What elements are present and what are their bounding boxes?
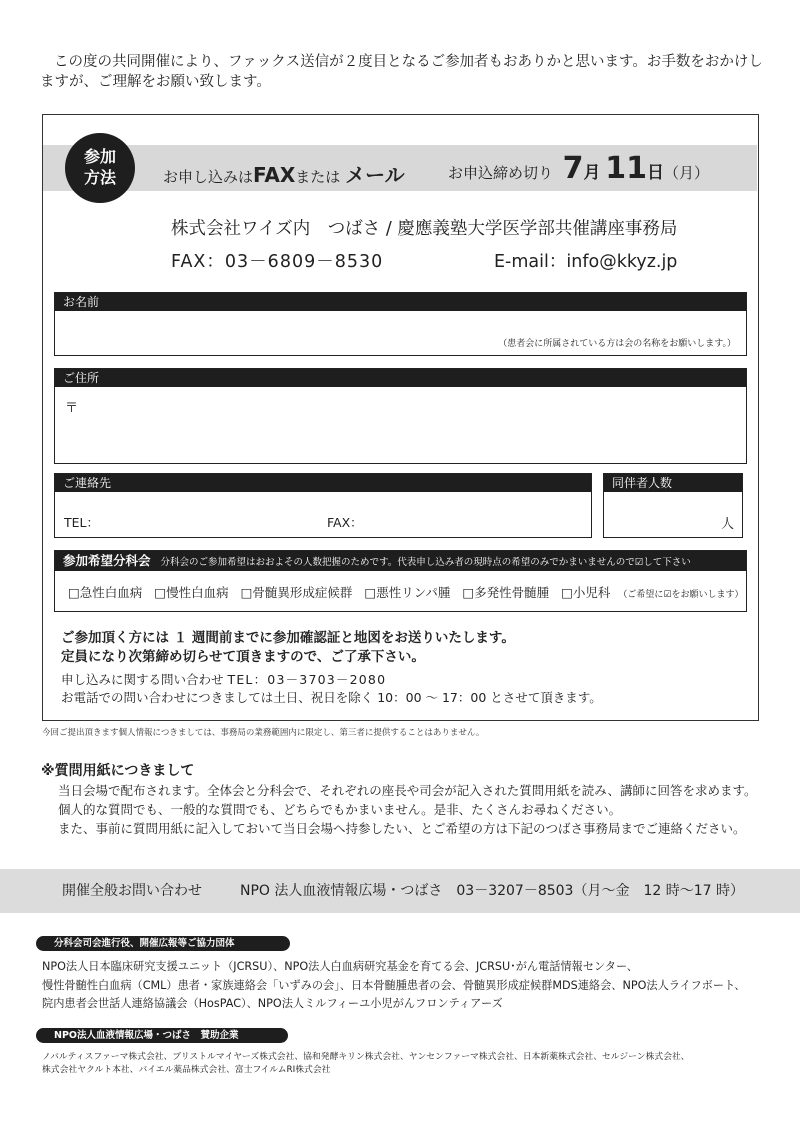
privacy-note: 今回ご提出頂きます個人情報につきましては、事務局の業務範囲内に限定し、第三者に提供することはありません。 [42,728,485,738]
office-contact [171,248,678,273]
name-note: （患者会に所属されている方は会の名称をお願いします。） [498,339,736,349]
questions-body [58,781,757,838]
cooperation-line: NPO法人日本臨床研究支援ユニット（JCRSU）、NPO法人白血病研究基金を育てる会、JCRSU･がん電話情報センター、 [42,960,638,973]
subcommittee-desc: 分科会のご参加希望はおおよその人数把握のためです。代表申し込み者の現時点の希望のみでかまいませんので☑して下さい [160,557,691,568]
companion-field[interactable] [603,473,743,538]
method-fax: FAX [253,163,296,187]
option-mds[interactable]: □骨髄異形成症候群 [240,585,353,600]
address-label: ご住所 [55,369,746,387]
option-acute-leukemia[interactable]: □急性白血病 [68,585,143,600]
option-lymphoma[interactable]: □悪性リンパ腫 [364,585,451,600]
fax-label: FAX： [327,515,363,530]
subcommittee-field [54,550,747,612]
application-form [42,114,759,721]
method-mail: メール [345,163,405,187]
subcommittee-header [55,551,746,571]
method-badge-line1: 参加 [83,147,116,166]
method-badge [65,133,135,203]
cooperation-heading: 分科会司会進行役、開催広報等ご協力団体 [36,936,290,951]
questions-line: また、事前に質問用紙に記入しておいて当日会場へ持参したい、とご希望の方は下記のつばさ事務局までご連絡ください。 [58,821,746,836]
contact-field[interactable] [54,473,592,538]
companion-unit: 人 [720,517,734,532]
inquiry [61,671,602,707]
cooperation-list [42,958,745,1014]
tel-label: TEL： [64,515,99,530]
notice [61,629,515,667]
cooperation-line: 院内患者会世話人連絡協議会（HosPAC）、NPO法人ミルフィーユ小児がんフロンティアーズ [42,997,503,1010]
sponsors-line: 株式会社ヤクルト本社、バイエル薬品株式会社、富士フイルムRI株式会社 [42,1065,331,1075]
notice-line2: 定員になり次第締め切らせて頂きますので、ご了承下さい。 [61,649,425,665]
options-hint: （ご希望に☑をお願いします） [618,590,744,600]
questions-line: 個人的な質問でも、一般的な質問でも、どちらでもかまいません。是非、たくさんお尋ねください。 [58,802,622,817]
office-email: E-mail：info@kkyz.jp [494,252,678,272]
inquiry-prefix: 申し込みに関する問い合わせ [61,672,224,687]
office-fax: FAX：03－6809－8530 [171,252,384,272]
companion-label: 同伴者人数 [604,474,742,492]
notice-line1: ご参加頂く方には １ 週間前までに参加確認証と地図をお送りいたします。 [61,630,515,646]
deadline-month-unit: 月 [583,163,601,183]
subcommittee-title: 参加希望分科会 [63,553,151,568]
method-badge-line2: 方法 [83,168,116,187]
subcommittee-options [68,583,744,601]
general-inquiry-value: NPO 法人血液情報広場・つばさ 03－3207－8503（月～金 12 時～17 時） [240,883,744,899]
sponsors-heading: NPO法人血液情報広場・つばさ 賛助企業 [36,1028,288,1043]
method-prefix: お申し込みは [163,168,254,186]
deadline-label: お申込締め切り [448,164,554,182]
deadline [448,151,709,186]
general-inquiry-label: 開催全般お問い合わせ [62,883,202,899]
deadline-day: 11 [605,151,647,186]
contact-label: ご連絡先 [55,474,591,492]
deadline-month: 7 [562,151,584,186]
option-pediatrics[interactable]: □小児科 [561,585,611,600]
option-myeloma[interactable]: □多発性骨髄腫 [462,585,550,600]
questions-line: 当日会場で配布されます。全体会と分科会で、それぞれの座長や司会が記入された質問用紙を読み、講師に回答を求めます。 [58,783,757,798]
sponsors-list [42,1051,690,1077]
inquiry-line2: お電話での問い合わせにつきましては土日、祝日を除く 10：00 ～ 17：00 とさせて頂きます。 [61,690,602,705]
name-field[interactable] [54,292,747,356]
questions-title: ※質問用紙につきまして [41,763,195,779]
general-inquiry-bar [0,869,800,913]
deadline-weekday: （月） [663,164,709,182]
office-name: 株式会社ワイズ内 つばさ / 慶應義塾大学医学部共催講座事務局 [171,219,678,239]
address-field[interactable] [54,368,747,464]
sponsors-line: ノバルティスファーマ株式会社、ブリストルマイヤーズ株式会社、協和発酵キリン株式会社、ヤンセンファーマ株式会社、日本新薬株式会社、セルジーン株式会社、 [42,1052,690,1062]
postal-mark: 〒 [65,401,79,416]
method-text [163,159,405,188]
option-chronic-leukemia[interactable]: □慢性白血病 [154,585,229,600]
intro-text: この度の共同開催により、ファックス送信が２度目となるご参加者もおありかと思います。お手数をおかけしますが、ご理解をお願い致します。 [40,54,763,90]
name-label: お名前 [55,293,746,311]
cooperation-line: 慢性骨髄性白血病（CML）患者・家族連絡会「いずみの会」、日本骨髄腫患者の会、骨髄異形成症候群MDS連絡会、NPO法人ライフボート、 [42,978,746,992]
inquiry-tel: TEL：03－3703－2080 [227,672,387,687]
deadline-day-unit: 日 [646,163,664,183]
method-or: または [295,168,341,186]
inquiry-line1 [61,671,602,689]
